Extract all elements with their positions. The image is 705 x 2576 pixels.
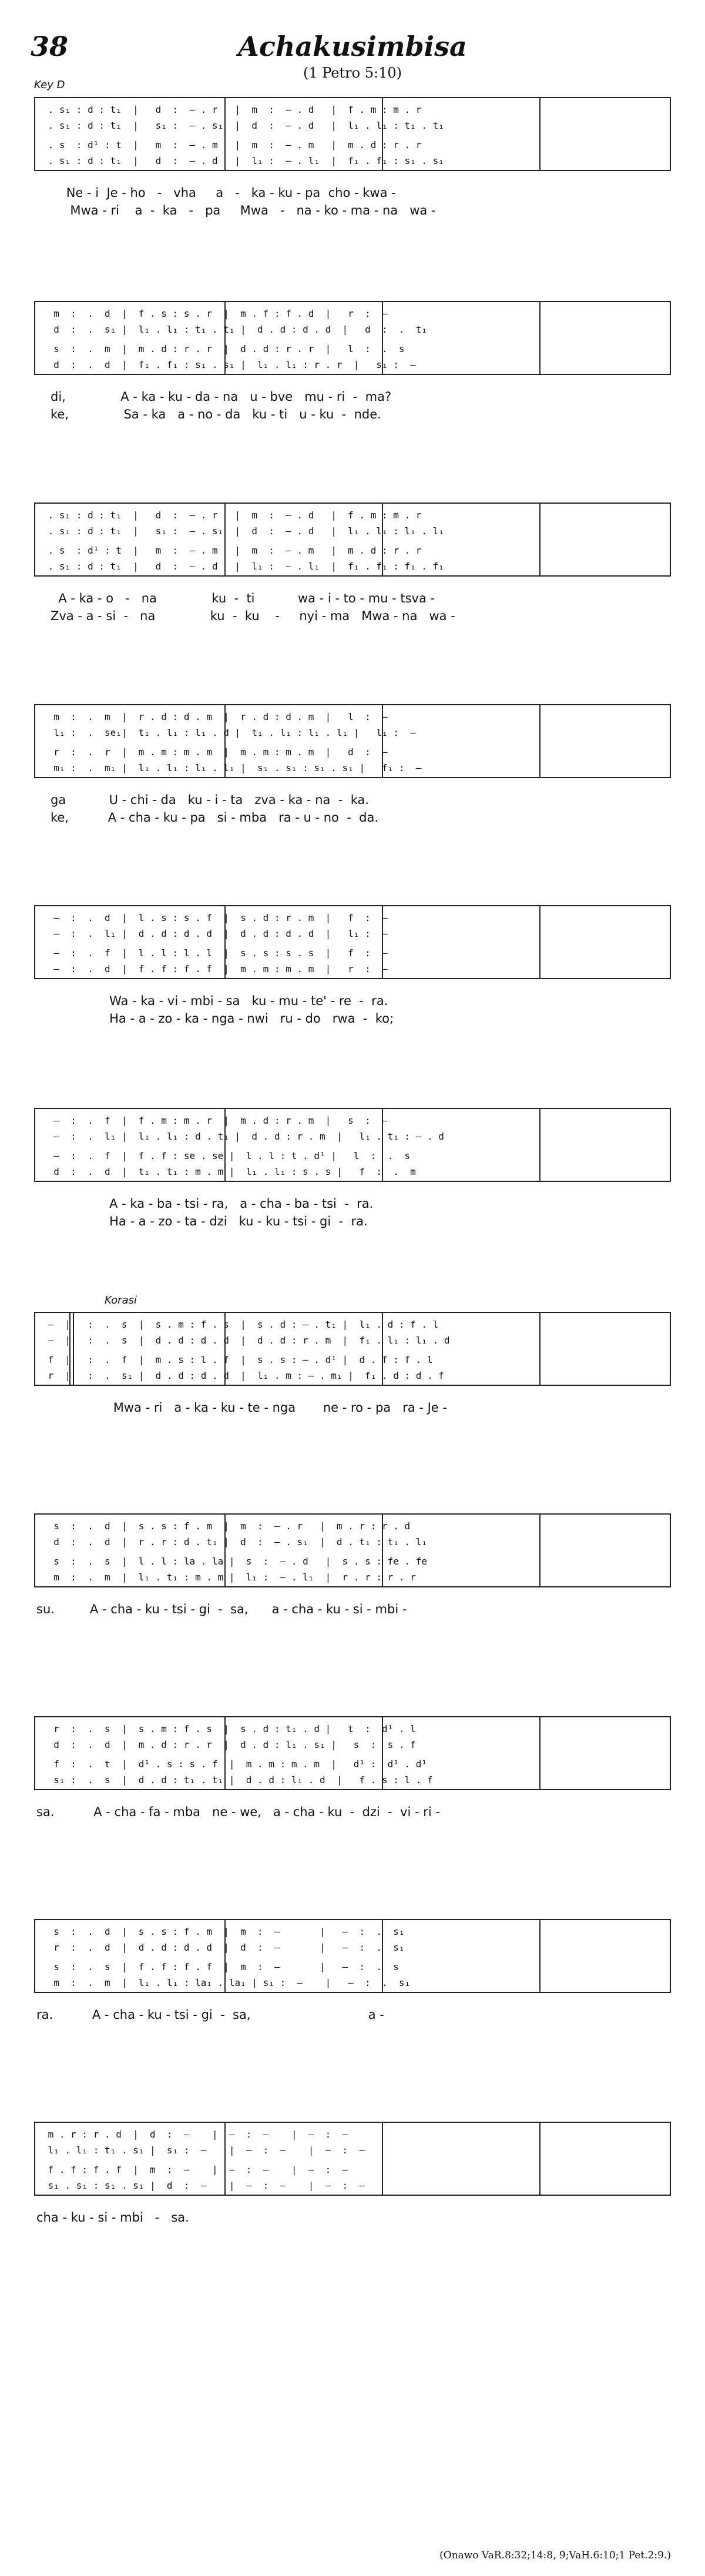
bar-line xyxy=(539,1717,540,1789)
lyric-line: A - ka - ba - tsi - ra, a - cha - ba - tsi - ra. xyxy=(51,1197,374,1211)
solfa-voice-row: m . r : r . d | d : — | — : — | — : — xyxy=(42,2129,348,2140)
lyric-line: Ha - a - zo - ta - dzi ku - ku - tsi - gi - ra. xyxy=(51,1214,368,1228)
solfa-voice-row: s₁ : . s | d . d : t₁ . t₁ | d . d : l₁ . d | f . s : l . f xyxy=(42,1774,433,1786)
bar-line xyxy=(539,2123,540,2195)
solfa-voice-row: m : . m | r . d : d . m | r . d : d . m | l : — xyxy=(42,711,388,722)
solfa-voice-row: m : . m | l₁ . l₁ : la₁ . la₁ | s₁ : — | — : . s₁ xyxy=(42,1977,411,1988)
music-system xyxy=(34,905,671,979)
solfa-voice-row: r : . d | d . d : d . d | d : — | — : . s₁ xyxy=(42,1942,405,1953)
music-system xyxy=(34,503,671,577)
music-system xyxy=(34,1716,671,1790)
solfa-voice-row: — : . f | l . l : l . l | s . s : s . s | f : — xyxy=(42,947,388,959)
hymn-number: 38 xyxy=(31,31,69,62)
footer-references: (Onawo VaR.8:32;14:8, 9;VaH.6:10;1 Pet.2:9.) xyxy=(439,2550,671,2561)
solfa-voice-row: — : . d | f . f : f . f | m . m : m . m | r : — xyxy=(42,963,388,974)
lyric-line: Mwa - ri a - ka - pa Mwa - na - ko - ma - na wa - xyxy=(51,203,436,217)
music-system xyxy=(34,1312,671,1386)
solfa-voice-row: d : . d | r . r : d . t₁ | d : – . s₁ | d . t₁ : t₁ . l₁ xyxy=(42,1536,428,1547)
lyric-line: su. A - cha - ku - tsi - gi - sa, a - cha - ku - si - mbi - xyxy=(36,1602,407,1616)
solfa-voice-row: m₁ : . m₁ | l₁ . l₁ : l₁ . l₁ | s₁ . s₁ : s₁ . s₁ | f₁ : — xyxy=(42,762,422,773)
bar-line xyxy=(539,705,540,777)
solfa-voice-row: — : . d | l . s : s . f | s . d : r . m | f : — xyxy=(42,912,388,923)
key-signature: Key D xyxy=(34,79,65,91)
bar-line xyxy=(539,504,540,575)
solfa-voice-row: m : . m | l₁ . t₁ : m . m | l₁ : – . l₁ | r . r : r . r xyxy=(42,1572,416,1583)
bar-line xyxy=(539,1515,540,1586)
solfa-voice-row: . s₁ : d : t₁ | s₁ : – . s₁ | d : – . d | l₁ . l₁ : t₁ . t₁ xyxy=(42,120,444,131)
lyric-line: A - ka - o - na ku - ti wa - i - to - mu - tsva - xyxy=(51,591,435,605)
solfa-voice-row: m : . d | f . s : s . r | m . f : f . d | r : — xyxy=(42,308,388,319)
solfa-voice-row: l₁ : . se₁| t₁ . l₁ : l₁ . d | t₁ . l₁ : l₁ . l₁ | l₁ : — xyxy=(42,727,416,738)
bar-line xyxy=(539,1109,540,1181)
solfa-voice-row: r : . s | s . m : f . s | s . d : t₁ . d | t : d¹ . l xyxy=(42,1723,416,1734)
hymn-title: Achakusimbisa xyxy=(238,31,467,62)
solfa-voice-row: d : . s₁ | l₁ . l₁ : t₁ . t₁ | d . d : d . d | d : . t₁ xyxy=(42,324,428,335)
solfa-voice-row: . s₁ : d : t₁ | d : – . r | m : – . d | f . m : m . r xyxy=(42,104,422,115)
solfa-voice-row: — : . l₁ | d . d : d . d | d . d : d . d | l₁ : — xyxy=(42,928,388,939)
music-system xyxy=(34,301,671,375)
solfa-voice-row: . s₁ : d : t₁ | s₁ : – . s₁ | d : – . d | l₁ . l₁ : l₁ . l₁ xyxy=(42,525,444,537)
solfa-voice-row: f || : . f | m . s : l . f | s . s : – . d¹ | d . f : f . l xyxy=(42,1354,433,1365)
lyric-line: cha - ku - si - mbi - sa. xyxy=(36,2210,189,2225)
lyric-line: ra. A - cha - ku - tsi - gi - sa, a - xyxy=(36,2008,384,2022)
bar-line xyxy=(539,1313,540,1385)
solfa-voice-row: s₁ . s₁ : s₁ . s₁ | d : — | — : — | — : — xyxy=(42,2180,365,2191)
solfa-voice-row: . s₁ : d : t₁ | d : – . d | l₁ : – . l₁ | f₁ . f₁ : s₁ . s₁ xyxy=(42,155,444,166)
solfa-voice-row: d : . d | t₁ . t₁ : m . m | l₁ . l₁ : s . s | f : . m xyxy=(42,1166,416,1177)
lyric-line: Wa - ka - vi - mbi - sa ku - mu - te' - re - ra. xyxy=(51,994,388,1008)
solfa-voice-row: . s : d¹ : t | m : – . m | m : – . m | m . d : r . r xyxy=(42,139,422,150)
lyric-line: Zva - a - si - na ku - ku - nyi - ma Mwa - na wa - xyxy=(51,609,455,623)
solfa-voice-row: s : . s | f . f : f . f | m : — | — : . s xyxy=(42,1961,399,1972)
solfa-voice-row: — || : . s | d . d : d . d | d . d : r . m | f₁ . l₁ : l₁ . d xyxy=(42,1335,450,1346)
solfa-voice-row: s : . d | s . s : f . m | m : — | — : . s₁ xyxy=(42,1926,405,1937)
solfa-voice-row: — : . f | f . m : m . r | m . d : r . m | s : — xyxy=(42,1115,388,1126)
music-system xyxy=(34,1108,671,1182)
solfa-voice-row: — : . f | f . f : se . se | l . l : t . d¹ | l : . s xyxy=(42,1150,411,1161)
solfa-voice-row: r || : . s₁ | d . d : d . d | l₁ . m : – . m₁ | f₁ . d : d . f xyxy=(42,1370,444,1381)
solfa-voice-row: f . f : f . f | m : — | — : — | — : — xyxy=(42,2164,348,2175)
bar-line xyxy=(539,98,540,170)
lyric-line: sa. A - cha - fa - mba ne - we, a - cha - ku - dzi - vi - ri - xyxy=(36,1805,440,1819)
music-system xyxy=(34,2122,671,2196)
bar-line xyxy=(539,906,540,978)
bar-line xyxy=(539,302,540,374)
solfa-voice-row: s : . m | m . d : r . r | d . d : r . r | l : . s xyxy=(42,343,405,354)
music-system xyxy=(34,97,671,171)
solfa-voice-row: s : . s | l . l : la . la | s : – . d | s . s : fe . fe xyxy=(42,1556,428,1567)
solfa-voice-row: d : . d | f₁ . f₁ : s₁ . s₁ | l₁ . l₁ : r . r | s₁ : — xyxy=(42,359,416,370)
bar-line xyxy=(382,2123,383,2195)
scripture-reference: (1 Petro 5:10) xyxy=(303,65,402,81)
solfa-voice-row: s : . d | s . s : f . m | m : – . r | m . r : r . d xyxy=(42,1520,411,1532)
solfa-voice-row: d : . d | m . d : r . r | d . d : l₁ . s₁ | s : s . f xyxy=(42,1739,416,1750)
lyric-line: Ha - a - zo - ka - nga - nwi ru - do rwa - ko; xyxy=(51,1011,394,1026)
solfa-voice-row: r : . r | m . m : m . m | m . m : m . m | d : — xyxy=(42,746,388,758)
music-system xyxy=(34,1513,671,1587)
lyric-line: Mwa - ri a - ka - ku - te - nga ne - ro - pa ra - Je - xyxy=(51,1401,447,1415)
solfa-voice-row: — : . l₁ | l₁ . l₁ : d . t₁ | d . d : r . m | l₁ . t₁ : – . d xyxy=(42,1131,444,1142)
korasi-label: Korasi xyxy=(105,1294,137,1307)
solfa-voice-row: — || : . s | s . m : f . s | s . d : – . t₁ | l₁ . d : f . l xyxy=(42,1319,439,1330)
lyric-line: di, A - ka - ku - da - na u - bve mu - ri - ma? xyxy=(51,390,392,404)
lyric-line: ke, A - cha - ku - pa si - mba ra - u - no - da. xyxy=(51,810,379,825)
lyric-line: ke, Sa - ka a - no - da ku - ti u - ku - nde. xyxy=(51,407,381,421)
solfa-voice-row: . s₁ : d : t₁ | d : – . r | m : – . d | f . m : m . r xyxy=(42,510,422,521)
music-system xyxy=(34,1919,671,1993)
lyric-line: ga U - chi - da ku - i - ta zva - ka - na - ka. xyxy=(51,793,370,807)
music-system xyxy=(34,704,671,778)
solfa-voice-row: . s₁ : d : t₁ | d : – . d | l₁ : – . l₁ | f₁ . f₁ : f₁ . f₁ xyxy=(42,561,444,572)
solfa-voice-row: . s : d¹ : t | m : – . m | m : – . m | m . d : r . r xyxy=(42,545,422,556)
solfa-voice-row: f : . t | d¹ . s : s . f | m . m : m . m | d¹ : d¹ . d¹ xyxy=(42,1758,428,1770)
lyric-line: Ne - i Je - ho - vha a - ka - ku - pa cho - kwa - xyxy=(51,186,396,200)
solfa-voice-row: l₁ . l₁ : t₁ . s₁ | s₁ : — | — : — | — : — xyxy=(42,2145,365,2156)
bar-line xyxy=(539,1920,540,1992)
